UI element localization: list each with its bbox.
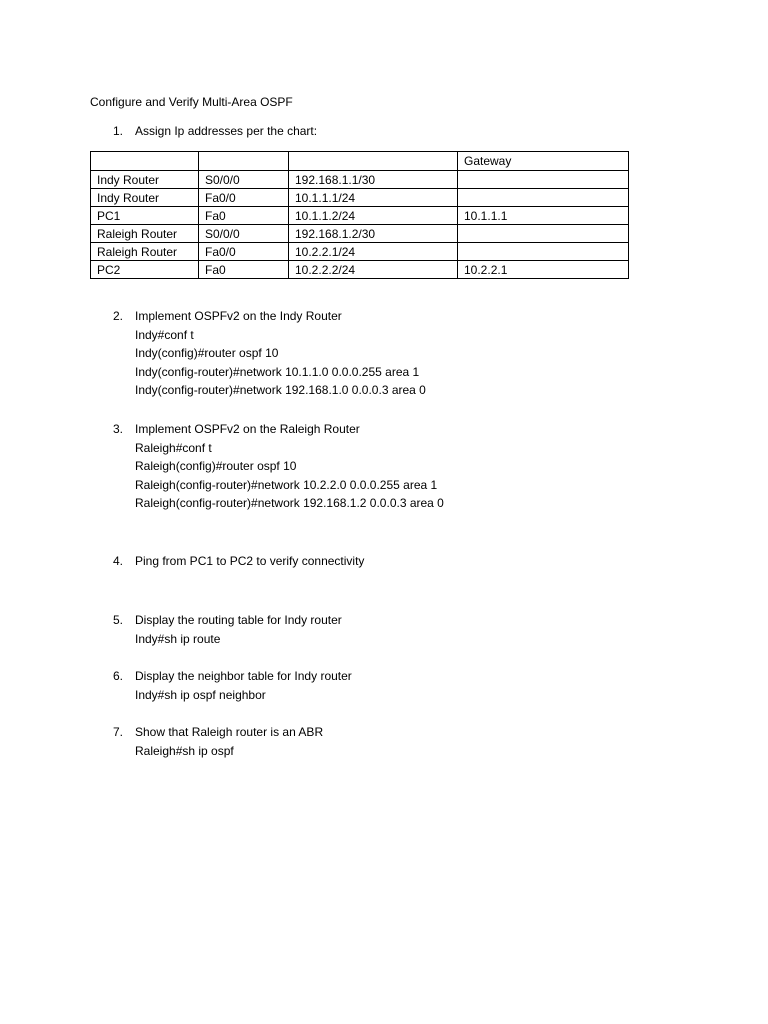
step-number: 2. (113, 309, 124, 323)
table-cell: Indy Router (91, 189, 199, 207)
table-cell: 192.168.1.1/30 (289, 171, 458, 189)
table-header-cell (91, 152, 199, 171)
command-line: Raleigh(config-router)#network 192.168.1.2 0.0.0.3 area 0 (135, 496, 444, 510)
table-header-cell: Gateway (458, 152, 629, 171)
table-row (91, 225, 629, 243)
table-cell (458, 189, 629, 207)
step-text: Display the routing table for Indy router (135, 613, 342, 627)
step-text: Implement OSPFv2 on the Indy Router (135, 309, 342, 323)
command-line: Indy#sh ip route (135, 631, 221, 646)
table-cell: Fa0 (199, 207, 289, 225)
step-number: 7. (113, 725, 124, 739)
step-number: 6. (113, 669, 124, 683)
command-line: Indy(config-router)#network 192.168.1.0 0.0.0.3 area 0 (135, 383, 426, 397)
table-cell: 10.1.1.1/24 (289, 189, 458, 207)
table-cell: 10.2.2.2/24 (289, 261, 458, 279)
table-row (91, 243, 629, 261)
command-line: Raleigh#conf t (135, 440, 212, 455)
table-cell: Fa0 (199, 261, 289, 279)
command-line: Raleigh(config-router)#network 10.2.2.0 0.0.0.255 area 1 (135, 477, 438, 492)
table-cell: 192.168.1.2/30 (289, 225, 458, 243)
table-cell: PC1 (91, 207, 199, 225)
table-row (91, 189, 629, 207)
table-cell: Raleigh Router (91, 225, 199, 243)
step-number: 4. (113, 554, 124, 568)
table-cell: S0/0/0 (199, 171, 289, 189)
step-number: 5. (113, 613, 124, 627)
step-number: 1. (113, 124, 124, 138)
command-line: Indy#sh ip ospf neighbor (135, 687, 266, 702)
step-text: Implement OSPFv2 on the Raleigh Router (135, 422, 360, 436)
step-text: Display the neighbor table for Indy router (135, 669, 352, 683)
command-line: Raleigh#sh ip ospf (135, 743, 234, 758)
document-title: Configure and Verify Multi-Area OSPF (90, 95, 293, 109)
table-header-cell (289, 152, 458, 171)
table-header-cell (199, 152, 289, 171)
step-number: 3. (113, 422, 124, 436)
table-header-row (91, 152, 629, 171)
table-cell (458, 171, 629, 189)
table-cell: Fa0/0 (199, 189, 289, 207)
command-line: Indy(config)#router ospf 10 (135, 346, 279, 360)
table-cell: 10.2.2.1 (458, 261, 629, 279)
table-cell: Fa0/0 (199, 243, 289, 261)
table-cell: S0/0/0 (199, 225, 289, 243)
table-cell (458, 243, 629, 261)
table-cell: Indy Router (91, 171, 199, 189)
ip-address-chart (90, 151, 629, 279)
table-cell (458, 225, 629, 243)
table-cell: PC2 (91, 261, 199, 279)
table-row (91, 261, 629, 279)
step-text: Show that Raleigh router is an ABR (135, 725, 324, 739)
command-line: Indy#conf t (135, 327, 194, 342)
table-row (91, 171, 629, 189)
table-cell: 10.1.1.2/24 (289, 207, 458, 225)
table-cell: 10.1.1.1 (458, 207, 629, 225)
command-line: Indy(config-router)#network 10.1.1.0 0.0.0.255 area 1 (135, 364, 420, 379)
command-line: Raleigh(config)#router ospf 10 (135, 459, 297, 473)
table-cell: Raleigh Router (91, 243, 199, 261)
step-text: Ping from PC1 to PC2 to verify connectivity (135, 554, 365, 568)
table-cell: 10.2.2.1/24 (289, 243, 458, 261)
step-text: Assign Ip addresses per the chart: (135, 124, 318, 138)
table-row (91, 207, 629, 225)
